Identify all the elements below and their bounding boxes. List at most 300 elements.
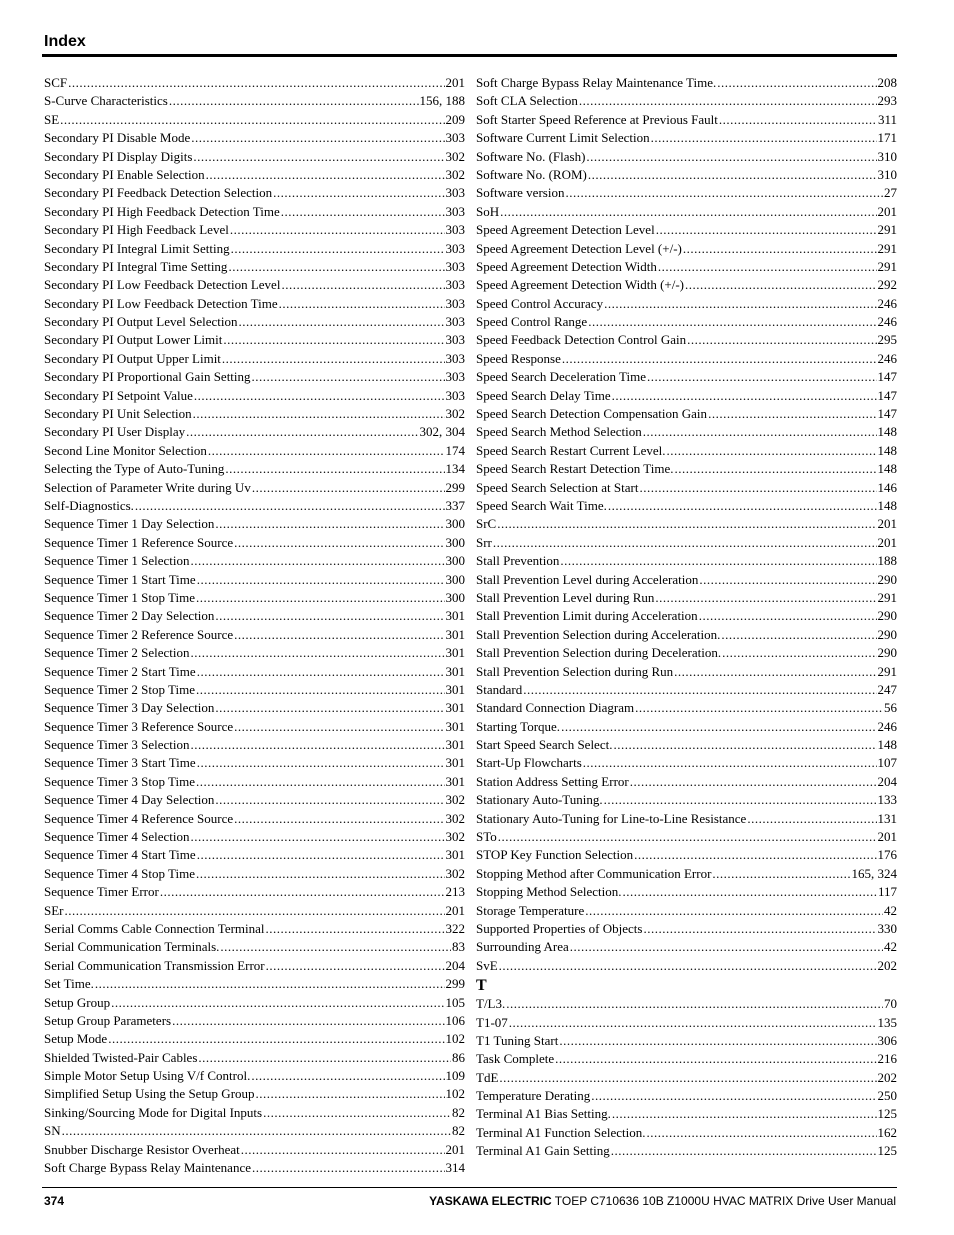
index-entry-term: Simplified Setup Using the Setup Group bbox=[44, 1086, 255, 1102]
leader-dots bbox=[215, 607, 444, 625]
leader-dots bbox=[193, 148, 444, 166]
index-entry bbox=[44, 1085, 465, 1103]
index-entry-page: 292 bbox=[877, 277, 897, 293]
index-entry-page: 302 bbox=[445, 810, 465, 826]
leader-dots bbox=[234, 718, 444, 736]
index-entry-term: Software No. (Flash) bbox=[476, 148, 586, 164]
leader-dots bbox=[500, 203, 876, 221]
index-entry bbox=[476, 1050, 897, 1068]
leader-dots bbox=[643, 423, 877, 441]
leader-dots bbox=[241, 1141, 445, 1159]
index-entry-term: Secondary PI Integral Limit Setting bbox=[44, 240, 230, 256]
index-entry bbox=[44, 460, 465, 478]
leader-dots bbox=[252, 479, 445, 497]
index-entry-term: Secondary PI Low Feedback Detection Level bbox=[44, 277, 281, 293]
index-entry bbox=[44, 883, 465, 901]
index-entry-term: Secondary PI Enable Selection bbox=[44, 166, 205, 182]
leader-dots bbox=[509, 1014, 877, 1032]
index-entry-term: STo bbox=[476, 829, 497, 845]
index-entry-term: Storage Temperature bbox=[476, 902, 585, 918]
index-entry-page: 134 bbox=[445, 461, 465, 477]
index-entry-term: T1-07 bbox=[476, 1014, 508, 1030]
index-entry bbox=[476, 718, 897, 736]
index-entry-term: Speed Search Deceleration Time bbox=[476, 369, 647, 385]
index-entry-page: 295 bbox=[877, 332, 897, 348]
index-entry bbox=[476, 1124, 897, 1142]
index-entry-page: 135 bbox=[877, 1014, 897, 1030]
index-entry bbox=[44, 111, 465, 129]
index-entry bbox=[44, 920, 465, 938]
index-entry bbox=[476, 552, 897, 570]
leader-dots bbox=[591, 1087, 876, 1105]
leader-dots bbox=[196, 865, 445, 883]
index-entry-page: 209 bbox=[445, 111, 465, 127]
index-entry-page: 322 bbox=[445, 920, 465, 936]
leader-dots bbox=[266, 957, 445, 975]
index-entry bbox=[476, 276, 897, 294]
index-entry-term: Secondary PI High Feedback Detection Time bbox=[44, 203, 280, 219]
index-entry-term: Sequence Timer 1 Start Time bbox=[44, 571, 196, 587]
index-entry-term: Soft CLA Selection bbox=[476, 93, 578, 109]
index-entry-page: 70 bbox=[884, 996, 897, 1012]
index-entry-page: 303 bbox=[445, 240, 465, 256]
index-entry-term: Shielded Twisted-Pair Cables bbox=[44, 1049, 198, 1065]
index-entry-term: Setup Mode bbox=[44, 1031, 108, 1047]
index-entry-page: 290 bbox=[877, 608, 897, 624]
leader-dots bbox=[193, 405, 445, 423]
leader-dots bbox=[656, 221, 877, 239]
index-entry bbox=[44, 331, 465, 349]
index-entry-term: Stall Prevention Selection during Deceleration. bbox=[476, 645, 722, 661]
index-entry-page: 201 bbox=[877, 534, 897, 550]
index-entry-term: Speed Search Selection at Start bbox=[476, 479, 639, 495]
index-entry-term: Sequence Timer 4 Day Selection bbox=[44, 792, 215, 808]
index-entry bbox=[476, 442, 897, 460]
leader-dots bbox=[685, 276, 876, 294]
index-entry bbox=[476, 1069, 897, 1087]
index-entry-page: 246 bbox=[877, 295, 897, 311]
leader-dots bbox=[263, 1104, 451, 1122]
leader-dots bbox=[266, 920, 445, 938]
index-entry-page: 301 bbox=[445, 626, 465, 642]
index-entry-page: 82 bbox=[452, 1104, 465, 1120]
leader-dots bbox=[234, 626, 444, 644]
index-entry bbox=[476, 865, 897, 883]
index-entry-page: 148 bbox=[877, 424, 897, 440]
leader-dots bbox=[699, 571, 876, 589]
index-entry-page: 301 bbox=[445, 847, 465, 863]
leader-dots bbox=[225, 460, 444, 478]
leader-dots bbox=[639, 479, 876, 497]
leader-dots bbox=[65, 902, 445, 920]
index-entry bbox=[476, 148, 897, 166]
index-entry-page: 303 bbox=[445, 185, 465, 201]
index-entry-page: 201 bbox=[445, 75, 465, 90]
leader-dots bbox=[169, 92, 419, 110]
index-entry-term: Terminal A1 Function Selection. bbox=[476, 1124, 646, 1140]
index-entry-page: 201 bbox=[445, 902, 465, 918]
index-entry-page: 202 bbox=[877, 1069, 897, 1085]
index-entry-term: Sequence Timer 3 Stop Time bbox=[44, 773, 195, 789]
index-entry-page: 300 bbox=[445, 534, 465, 550]
index-entry-page: 300 bbox=[445, 553, 465, 569]
leader-dots bbox=[634, 846, 876, 864]
leader-dots bbox=[559, 1032, 876, 1050]
index-entry-page: 165, 324 bbox=[851, 865, 897, 881]
index-entry bbox=[476, 74, 897, 92]
index-entry-term: Software No. (ROM) bbox=[476, 166, 587, 182]
index-entry bbox=[44, 350, 465, 368]
index-entry-page: 310 bbox=[877, 148, 897, 164]
index-entry-term: Speed Agreement Detection Level (+/-) bbox=[476, 240, 682, 256]
leader-dots bbox=[635, 699, 883, 717]
index-entry-page: 148 bbox=[877, 461, 897, 477]
index-entry-term: SEr bbox=[44, 902, 64, 918]
index-entry-page: 301 bbox=[445, 608, 465, 624]
leader-dots bbox=[586, 148, 876, 166]
index-entry-term: Sequence Timer 4 Start Time bbox=[44, 847, 196, 863]
index-entry bbox=[476, 607, 897, 625]
leader-dots bbox=[191, 552, 445, 570]
index-entry-page: 302, 304 bbox=[419, 424, 465, 440]
index-entry bbox=[476, 166, 897, 184]
index-entry bbox=[44, 92, 465, 110]
leader-dots bbox=[234, 810, 444, 828]
footer-manual-title bbox=[429, 1194, 896, 1208]
index-entry-term: Sequence Timer 1 Stop Time bbox=[44, 589, 195, 605]
index-entry bbox=[476, 1105, 897, 1123]
index-entry bbox=[44, 129, 465, 147]
index-entry-page: 83 bbox=[452, 939, 465, 955]
index-entry bbox=[44, 938, 465, 956]
index-entry-page: 247 bbox=[877, 681, 897, 697]
index-entry-term: Stall Prevention Selection during Run bbox=[476, 663, 674, 679]
index-entry-term: Software version bbox=[476, 185, 565, 201]
leader-dots bbox=[497, 515, 876, 533]
leader-dots bbox=[196, 773, 445, 791]
index-entry-term: Sequence Timer 2 Start Time bbox=[44, 663, 196, 679]
index-entry-term: Speed Control Accuracy bbox=[476, 295, 604, 311]
index-entry bbox=[44, 184, 465, 202]
leader-dots bbox=[186, 423, 418, 441]
index-entry-term: Supported Properties of Objects bbox=[476, 920, 643, 936]
page-header-title: Index bbox=[44, 33, 86, 50]
index-entry bbox=[44, 479, 465, 497]
leader-dots bbox=[222, 350, 445, 368]
index-column-right bbox=[476, 74, 897, 1161]
index-entry-term: S-Curve Characteristics bbox=[44, 93, 168, 109]
index-entry-term: Serial Communication Transmission Error bbox=[44, 957, 265, 973]
index-entry-term: TdE bbox=[476, 1069, 499, 1085]
index-entry-page: 82 bbox=[452, 1123, 465, 1139]
index-entry-term: T1 Tuning Start bbox=[476, 1032, 559, 1048]
index-section-t bbox=[476, 995, 897, 1161]
index-entry bbox=[44, 644, 465, 662]
index-letter-heading: T bbox=[476, 977, 487, 995]
index-entry-page: 246 bbox=[877, 718, 897, 734]
index-entry-page: 301 bbox=[445, 737, 465, 753]
index-entry-page: 147 bbox=[877, 387, 897, 403]
index-entry-page: 290 bbox=[877, 626, 897, 642]
index-entry bbox=[44, 148, 465, 166]
index-entry bbox=[476, 828, 897, 846]
index-entry-page: 301 bbox=[445, 663, 465, 679]
leader-dots bbox=[588, 166, 877, 184]
index-entry-term: Setup Group Parameters bbox=[44, 1012, 172, 1028]
leader-dots bbox=[197, 846, 445, 864]
index-entry-term: Soft Starter Speed Reference at Previous Fault bbox=[476, 111, 718, 127]
leader-dots bbox=[717, 74, 876, 92]
leader-dots bbox=[279, 295, 445, 313]
leader-dots bbox=[630, 773, 877, 791]
index-entry-page: 303 bbox=[445, 203, 465, 219]
index-entry-term: Secondary PI Low Feedback Detection Time bbox=[44, 295, 278, 311]
leader-dots bbox=[215, 791, 444, 809]
leader-dots bbox=[608, 497, 877, 515]
index-section-s-continued bbox=[476, 74, 897, 975]
index-entry bbox=[44, 607, 465, 625]
leader-dots bbox=[273, 184, 444, 202]
index-entry-page: 299 bbox=[445, 479, 465, 495]
index-entry-term: Software Current Limit Selection bbox=[476, 130, 650, 146]
leader-dots bbox=[256, 1085, 445, 1103]
index-entry-term: SN bbox=[44, 1123, 61, 1139]
index-entry-term: Stopping Method after Communication Error bbox=[476, 865, 712, 881]
index-entry bbox=[476, 754, 897, 772]
index-entry-term: Starting Torque. bbox=[476, 718, 561, 734]
leader-dots bbox=[565, 184, 883, 202]
index-entry-term: Simple Motor Setup Using V/f Control. bbox=[44, 1068, 251, 1084]
index-entry-term: Speed Search Restart Detection Time. bbox=[476, 461, 674, 477]
index-entry-page: 303 bbox=[445, 295, 465, 311]
index-entry bbox=[476, 1032, 897, 1050]
index-entry bbox=[476, 350, 897, 368]
index-entry-term: Start Speed Search Select. bbox=[476, 737, 613, 753]
leader-dots bbox=[252, 1159, 445, 1177]
index-entry-page: 102 bbox=[445, 1086, 465, 1102]
leader-dots bbox=[583, 754, 877, 772]
index-entry-term: Speed Search Wait Time. bbox=[476, 497, 607, 513]
index-entry-term: Stall Prevention bbox=[476, 553, 560, 569]
index-entry-page: 301 bbox=[445, 755, 465, 771]
index-entry-term: SCF bbox=[44, 75, 68, 90]
index-entry bbox=[476, 957, 897, 975]
index-entry-term: Sinking/Sourcing Mode for Digital Inputs bbox=[44, 1104, 263, 1120]
index-entry-term: Speed Search Delay Time bbox=[476, 387, 611, 403]
leader-dots bbox=[611, 1142, 877, 1160]
index-entry bbox=[44, 74, 465, 92]
index-entry-page: 42 bbox=[884, 939, 897, 955]
footer-divider bbox=[42, 1187, 897, 1188]
index-entry bbox=[44, 975, 465, 993]
index-entry bbox=[44, 773, 465, 791]
index-entry-term: Sequence Timer 3 Reference Source bbox=[44, 718, 234, 734]
index-entry bbox=[44, 681, 465, 699]
index-entry-term: Serial Communication Terminals. bbox=[44, 939, 220, 955]
index-entry bbox=[44, 718, 465, 736]
index-entry bbox=[476, 663, 897, 681]
index-entry-page: 204 bbox=[877, 773, 897, 789]
index-entry-term: Set Time. bbox=[44, 976, 94, 992]
index-entry bbox=[476, 221, 897, 239]
index-entry bbox=[476, 368, 897, 386]
index-entry-term: Stopping Method Selection. bbox=[476, 884, 622, 900]
index-entry bbox=[44, 1030, 465, 1048]
index-entry-term: Sequence Timer 2 Reference Source bbox=[44, 626, 234, 642]
leader-dots bbox=[612, 387, 877, 405]
leader-dots bbox=[493, 534, 877, 552]
index-entry-term: Sequence Timer 4 Stop Time bbox=[44, 865, 195, 881]
index-entry-page: 201 bbox=[877, 829, 897, 845]
index-entry-page: 27 bbox=[884, 185, 897, 201]
index-entry bbox=[44, 589, 465, 607]
index-entry bbox=[44, 865, 465, 883]
index-entry-page: 246 bbox=[877, 314, 897, 330]
index-entry bbox=[476, 791, 897, 809]
index-entry bbox=[476, 479, 897, 497]
index-entry bbox=[44, 571, 465, 589]
index-entry bbox=[44, 423, 465, 441]
index-entry-page: 302 bbox=[445, 829, 465, 845]
leader-dots bbox=[747, 810, 876, 828]
index-entry-term: Sequence Timer Error bbox=[44, 884, 159, 900]
leader-dots bbox=[239, 313, 445, 331]
index-entry bbox=[44, 1141, 465, 1159]
index-entry bbox=[44, 276, 465, 294]
index-entry-page: 301 bbox=[445, 700, 465, 716]
index-entry-term: Secondary PI Disable Mode bbox=[44, 130, 191, 146]
index-entry bbox=[44, 442, 465, 460]
index-entry-page: 300 bbox=[445, 571, 465, 587]
index-entry-term: Snubber Discharge Resistor Overheat bbox=[44, 1141, 240, 1157]
index-entry-page: 246 bbox=[877, 350, 897, 366]
index-entry-page: 302 bbox=[445, 792, 465, 808]
index-entry-term: STOP Key Function Selection bbox=[476, 847, 634, 863]
leader-dots bbox=[683, 240, 877, 258]
index-entry-page: 105 bbox=[445, 994, 465, 1010]
leader-dots bbox=[687, 331, 876, 349]
index-entry-page: 147 bbox=[877, 406, 897, 422]
index-entry-page: 302 bbox=[445, 406, 465, 422]
index-entry-page: 291 bbox=[877, 258, 897, 274]
leader-dots bbox=[651, 129, 877, 147]
index-entry-page: 301 bbox=[445, 681, 465, 697]
index-entry-page: 148 bbox=[877, 737, 897, 753]
index-entry bbox=[476, 184, 897, 202]
index-entry-page: 204 bbox=[445, 957, 465, 973]
index-entry-term: Speed Feedback Detection Control Gain bbox=[476, 332, 687, 348]
index-entry bbox=[44, 313, 465, 331]
index-entry-term: Station Address Setting Error bbox=[476, 773, 629, 789]
footer-page-number: 374 bbox=[44, 1194, 65, 1208]
index-entry-term: Speed Agreement Detection Width (+/-) bbox=[476, 277, 685, 293]
index-entry-term: Secondary PI Output Level Selection bbox=[44, 314, 238, 330]
index-entry-term: Standard bbox=[476, 681, 523, 697]
index-entry-page: 300 bbox=[445, 589, 465, 605]
index-entry-term: Stall Prevention Limit during Acceleration bbox=[476, 608, 698, 624]
index-entry-page: 300 bbox=[445, 516, 465, 532]
index-entry bbox=[44, 736, 465, 754]
leader-dots bbox=[623, 883, 877, 901]
index-entry bbox=[44, 828, 465, 846]
leader-dots bbox=[613, 736, 876, 754]
index-entry-term: Second Line Monitor Selection bbox=[44, 442, 207, 458]
leader-dots bbox=[499, 1069, 876, 1087]
index-entry-page: 171 bbox=[877, 130, 897, 146]
index-entry-page: 303 bbox=[445, 258, 465, 274]
leader-dots bbox=[251, 1067, 444, 1085]
index-entry-page: 311 bbox=[877, 111, 897, 127]
index-entry-term: SrC bbox=[476, 516, 497, 532]
leader-dots bbox=[570, 938, 883, 956]
index-entry-page: 213 bbox=[445, 884, 465, 900]
leader-dots bbox=[198, 1049, 451, 1067]
leader-dots bbox=[674, 663, 876, 681]
leader-dots bbox=[499, 957, 877, 975]
index-entry bbox=[44, 663, 465, 681]
index-entry-page: 216 bbox=[877, 1051, 897, 1067]
index-entry-page: 201 bbox=[445, 1141, 465, 1157]
leader-dots bbox=[675, 460, 877, 478]
leader-dots bbox=[223, 331, 444, 349]
leader-dots bbox=[579, 92, 877, 110]
index-entry bbox=[44, 203, 465, 221]
leader-dots bbox=[68, 74, 444, 92]
leader-dots bbox=[194, 387, 445, 405]
index-entry bbox=[476, 111, 897, 129]
index-column-left bbox=[44, 74, 465, 1177]
leader-dots bbox=[612, 1105, 877, 1123]
index-entry bbox=[476, 846, 897, 864]
leader-dots bbox=[647, 1124, 877, 1142]
leader-dots bbox=[658, 258, 877, 276]
index-entry-term: Soft Charge Bypass Relay Maintenance Time. bbox=[476, 75, 717, 90]
leader-dots bbox=[655, 589, 876, 607]
leader-dots bbox=[191, 828, 445, 846]
index-entry-term: Soft Charge Bypass Relay Maintenance bbox=[44, 1160, 251, 1176]
leader-dots bbox=[135, 497, 445, 515]
index-entry-term: Stall Prevention Level during Run bbox=[476, 589, 655, 605]
footer-manual-name: TOEP C710636 10B Z1000U HVAC MATRIX Drive User Manual bbox=[554, 1194, 896, 1208]
index-entry-page: 86 bbox=[452, 1049, 465, 1065]
index-entry bbox=[44, 754, 465, 772]
index-entry bbox=[44, 1104, 465, 1122]
leader-dots bbox=[667, 442, 877, 460]
index-entry-term: Stationary Auto-Tuning. bbox=[476, 792, 603, 808]
index-entry-page: 107 bbox=[877, 755, 897, 771]
leader-dots bbox=[62, 1122, 451, 1140]
index-entry bbox=[44, 552, 465, 570]
index-entry-term: Serial Comms Cable Connection Terminal bbox=[44, 920, 265, 936]
index-entry-page: 42 bbox=[884, 902, 897, 918]
leader-dots bbox=[555, 1050, 876, 1068]
index-entry-term: Stall Prevention Selection during Acceleration. bbox=[476, 626, 721, 642]
index-entry-page: 299 bbox=[445, 976, 465, 992]
leader-dots bbox=[196, 589, 445, 607]
index-entry bbox=[476, 423, 897, 441]
leader-dots bbox=[197, 571, 445, 589]
index-entry bbox=[476, 203, 897, 221]
index-entry bbox=[476, 331, 897, 349]
index-entry-page: 156, 188 bbox=[419, 93, 465, 109]
index-entry-term: Speed Control Range bbox=[476, 314, 588, 330]
leader-dots bbox=[252, 368, 445, 386]
index-entry-page: 302 bbox=[445, 148, 465, 164]
index-entry-term: Surrounding Area bbox=[476, 939, 569, 955]
index-entry-page: 303 bbox=[445, 350, 465, 366]
index-entry-term: Secondary PI Display Digits bbox=[44, 148, 193, 164]
leader-dots bbox=[604, 295, 876, 313]
